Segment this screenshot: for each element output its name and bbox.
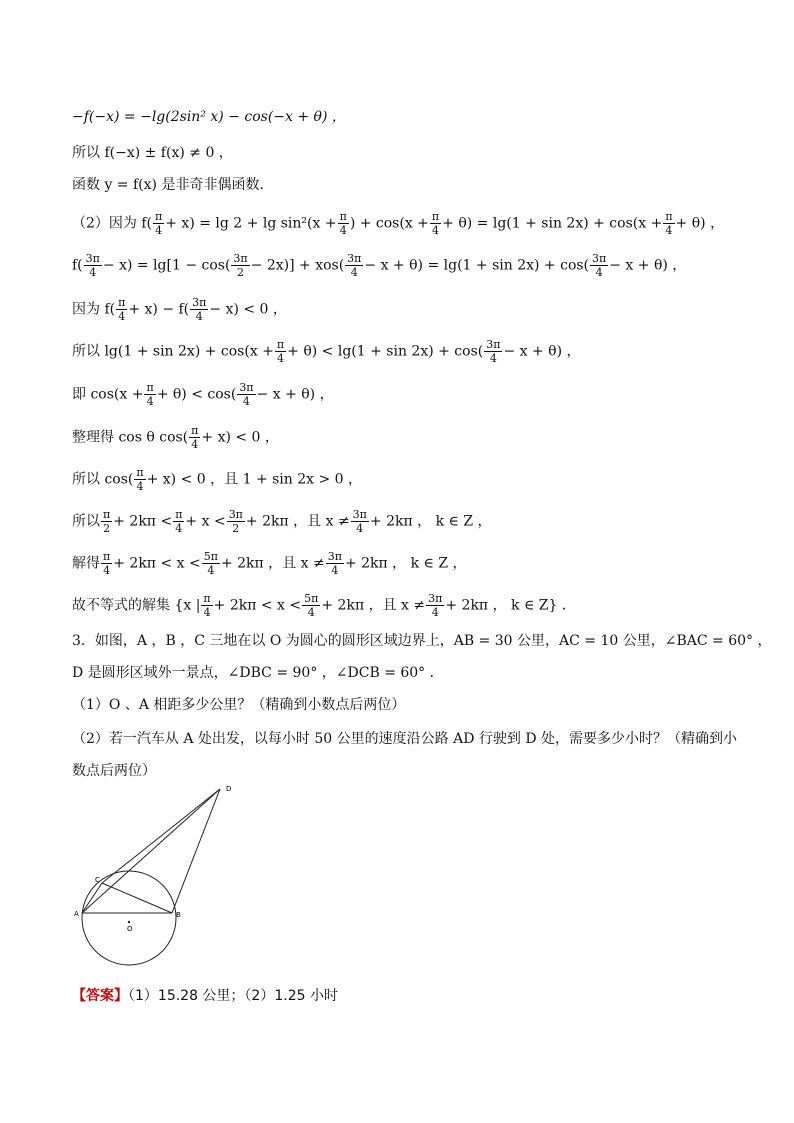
line-13: 故不等式的解集 {x | $\frac{\pi}{4}$ + 2kπ < x < $\frac{5\pi}{4}$ + 2kπ ，且 x ≠ $\frac{3\pi}{4}$ + 2kπ ， k ∈ Z} ．	[72, 592, 576, 619]
label-c: C	[95, 876, 100, 884]
line-4: （2）因为 f( $\frac{\pi}{4}$ + x) = lg 2 + lg sin²(x + $\frac{\pi}{4}$ ) + cos(x + $\frac{\pi}{4}$ + θ) = lg(1 + sin 2x) + cos(x + $\frac{\pi}{4}$ + θ) ，	[72, 210, 725, 237]
line-6: 因为 f( $\frac{\pi}{4}$ + x) − f( $\frac{3\pi}{4}$ − x) < 0 ，	[72, 296, 287, 323]
line-12: 解得 $\frac{\pi}{4}$ + 2kπ < x < $\frac{5\pi}{4}$ + 2kπ ，且 x ≠ $\frac{3\pi}{4}$ + 2kπ ， k ∈ Z ，	[72, 550, 467, 577]
fraction: $\frac{\pi}{4}$	[155, 210, 163, 237]
line-9: 整理得 cos θ cos( $\frac{\pi}{4}$ + x) < 0 ，	[72, 424, 279, 451]
label-a: A	[74, 910, 79, 918]
question-3-part-1: （1）O 、A 相距多少公里？（精确到小数点后两位）	[72, 697, 406, 713]
center-point	[128, 921, 130, 923]
label-d: D	[226, 785, 232, 793]
answer-text: （1）15.28 公里；（2）1.25 小时	[128, 988, 338, 1004]
line-2: 所以 f(−x) ± f(x) ≠ 0 ，	[72, 145, 233, 161]
question-3-part-2-cont: 数点后两位）	[72, 763, 156, 779]
label-b: B	[176, 911, 181, 919]
question-3-part-2: （2）若一汽车从 A 处出发，以每小时 50 公里的速度沿公路 AD 行驶到 D 处，需要多少小时？（精确到小	[72, 731, 737, 747]
line-5: f( $\frac{3\pi}{4}$ − x) = lg[1 − cos( $\frac{3\pi}{2}$ − 2x)] + xos( $\frac{3\pi}{4}$ − x + θ) = lg(1 + sin 2x) + cos( $\frac{3\pi}{4}$ − x + θ) ，	[72, 252, 687, 279]
line-7: 所以 lg(1 + sin 2x) + cos(x + $\frac{\pi}{4}$ + θ) < lg(1 + sin 2x) + cos( $\frac{3\pi}{4}$ − x + θ) ，	[72, 338, 581, 365]
fraction: $\frac{\pi}{4}$	[665, 210, 673, 237]
question-3-line-1: 3．如图，A ，B ，C 三地在以 O 为圆心的圆形区域边界上，AB = 30 公里，AC = 10 公里，∠BAC = 60° ，	[72, 633, 772, 649]
line-10: 所以 cos( $\frac{\pi}{4}$ + x) < 0 ，且 1 + sin 2x > 0 ，	[72, 466, 363, 493]
fraction: $\frac{\pi}{4}$	[339, 210, 347, 237]
line-11: 所以 $\frac{\pi}{2}$ + 2kπ < $\frac{\pi}{4}$ + x < $\frac{3\pi}{2}$ + 2kπ ，且 x ≠ $\frac{3\pi}{4}$ + 2kπ ， k ∈ Z ，	[72, 508, 492, 535]
question-3-line-2: D 是圆形区域外一景点，∠DBC = 90° ，∠DCB = 60° ．	[72, 665, 444, 681]
geometry-figure	[72, 780, 252, 975]
segment-cb	[102, 883, 172, 913]
segment-ad	[82, 789, 220, 913]
answer-line	[72, 985, 338, 1005]
line-3: 函数 y = f(x) 是非奇非偶函数．	[72, 177, 274, 193]
line-8: 即 cos(x + $\frac{\pi}{4}$ + θ) < cos( $\frac{3\pi}{4}$ − x + θ) ，	[72, 381, 334, 408]
answer-label: 【答案】	[72, 988, 128, 1004]
label-o: O	[127, 925, 133, 933]
circle-o	[82, 871, 176, 965]
line-1: −f(−x) = −lg(2sin² x) − cos(−x + θ) ，	[72, 109, 346, 125]
fraction: $\frac{\pi}{4}$	[431, 210, 440, 237]
